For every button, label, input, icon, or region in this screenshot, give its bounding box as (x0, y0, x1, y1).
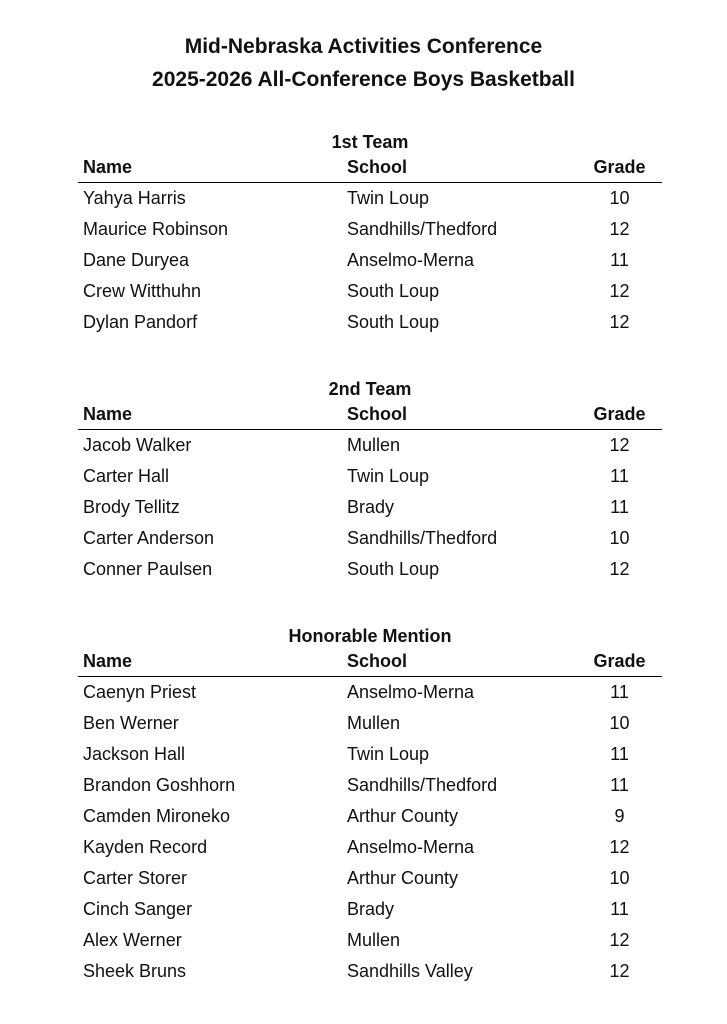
player-grade: 12 (609, 961, 630, 981)
header-row (78, 647, 662, 677)
player-grade: 12 (609, 837, 630, 857)
player-name: Alex Werner (83, 930, 182, 950)
table-row (78, 925, 662, 956)
table-row (78, 492, 662, 523)
player-name: Carter Anderson (83, 528, 215, 548)
column-header-grade: Grade (577, 400, 662, 430)
player-school: Sandhills Valley (347, 961, 473, 981)
table-row (78, 307, 662, 338)
column-header-grade: Grade (577, 647, 662, 677)
document-header (0, 30, 727, 96)
player-school: Anselmo-Merna (347, 250, 475, 270)
player-school: Twin Loup (347, 466, 430, 486)
table-row (78, 276, 662, 307)
section-title: 1st Team (331, 132, 409, 152)
player-name: Kayden Record (83, 837, 208, 857)
column-header-school: School (347, 153, 577, 183)
player-grade: 12 (609, 930, 630, 950)
player-grade: 11 (610, 497, 629, 517)
player-school: Brady (347, 497, 395, 517)
table-row (78, 430, 662, 462)
player-name: Brandon Goshhorn (83, 775, 236, 795)
player-grade: 10 (609, 713, 630, 733)
player-grade: 12 (609, 559, 630, 579)
section-1st-team (78, 131, 662, 338)
player-school: Anselmo-Merna (347, 837, 475, 857)
player-school: South Loup (347, 281, 440, 301)
player-name: Carter Hall (83, 466, 170, 486)
header-row (78, 400, 662, 430)
roster-table (78, 153, 662, 338)
table-row (78, 523, 662, 554)
player-name: Carter Storer (83, 868, 188, 888)
player-name: Sheek Bruns (83, 961, 187, 981)
player-name: Yahya Harris (83, 188, 186, 208)
header-row (78, 153, 662, 183)
player-school: Mullen (347, 930, 401, 950)
player-grade: 12 (609, 312, 630, 332)
player-name: Camden Mironeko (83, 806, 231, 826)
player-school: Sandhills/Thedford (347, 775, 498, 795)
column-header-school: School (347, 647, 577, 677)
table-row (78, 801, 662, 832)
column-header-name: Name (78, 153, 347, 183)
player-school: Mullen (347, 713, 401, 733)
table-row (78, 554, 662, 585)
player-school: South Loup (347, 559, 440, 579)
table-row (78, 708, 662, 739)
player-grade: 11 (610, 250, 629, 270)
player-name: Maurice Robinson (83, 219, 229, 239)
table-row (78, 863, 662, 894)
section-honorable-mention (78, 625, 662, 987)
column-header-name: Name (78, 647, 347, 677)
player-grade: 10 (609, 868, 630, 888)
player-grade: 12 (609, 219, 630, 239)
player-grade: 11 (610, 744, 629, 764)
column-header-school: School (347, 400, 577, 430)
player-grade: 11 (610, 682, 629, 702)
player-school: Arthur County (347, 806, 459, 826)
player-school: South Loup (347, 312, 440, 332)
table-row (78, 739, 662, 770)
player-grade: 12 (609, 281, 630, 301)
player-grade: 12 (609, 435, 630, 455)
table-row (78, 894, 662, 925)
player-school: Twin Loup (347, 744, 430, 764)
player-name: Ben Werner (83, 713, 179, 733)
player-school: Mullen (347, 435, 401, 455)
player-school: Twin Loup (347, 188, 430, 208)
section-title: 2nd Team (328, 379, 412, 399)
player-name: Dane Duryea (83, 250, 190, 270)
section-title: Honorable Mention (288, 626, 452, 646)
section-2nd-team (78, 378, 662, 585)
player-grade: 10 (609, 528, 630, 548)
roster-table (78, 400, 662, 585)
player-school: Sandhills/Thedford (347, 219, 498, 239)
player-name: Jacob Walker (83, 435, 192, 455)
player-grade: 11 (610, 775, 629, 795)
table-row (78, 461, 662, 492)
table-row (78, 214, 662, 245)
player-name: Conner Paulsen (83, 559, 213, 579)
player-name: Brody Tellitz (83, 497, 180, 517)
table-row (78, 183, 662, 215)
document-title: 2025-2026 All-Conference Boys Basketball (152, 68, 575, 91)
player-name: Dylan Pandorf (83, 312, 198, 332)
player-school: Brady (347, 899, 395, 919)
column-header-name: Name (78, 400, 347, 430)
player-grade: 11 (610, 466, 629, 486)
column-header-grade: Grade (577, 153, 662, 183)
player-school: Sandhills/Thedford (347, 528, 498, 548)
player-name: Jackson Hall (83, 744, 186, 764)
table-row (78, 677, 662, 709)
conference-title: Mid-Nebraska Activities Conference (184, 35, 543, 58)
table-row (78, 245, 662, 276)
table-row (78, 770, 662, 801)
player-school: Arthur County (347, 868, 459, 888)
player-name: Cinch Sanger (83, 899, 193, 919)
player-name: Caenyn Priest (83, 682, 197, 702)
roster-table (78, 647, 662, 987)
table-row (78, 956, 662, 987)
player-grade: 11 (610, 899, 629, 919)
table-row (78, 832, 662, 863)
player-grade: 10 (609, 188, 630, 208)
player-grade: 9 (614, 806, 625, 826)
player-school: Anselmo-Merna (347, 682, 475, 702)
player-name: Crew Witthuhn (83, 281, 202, 301)
